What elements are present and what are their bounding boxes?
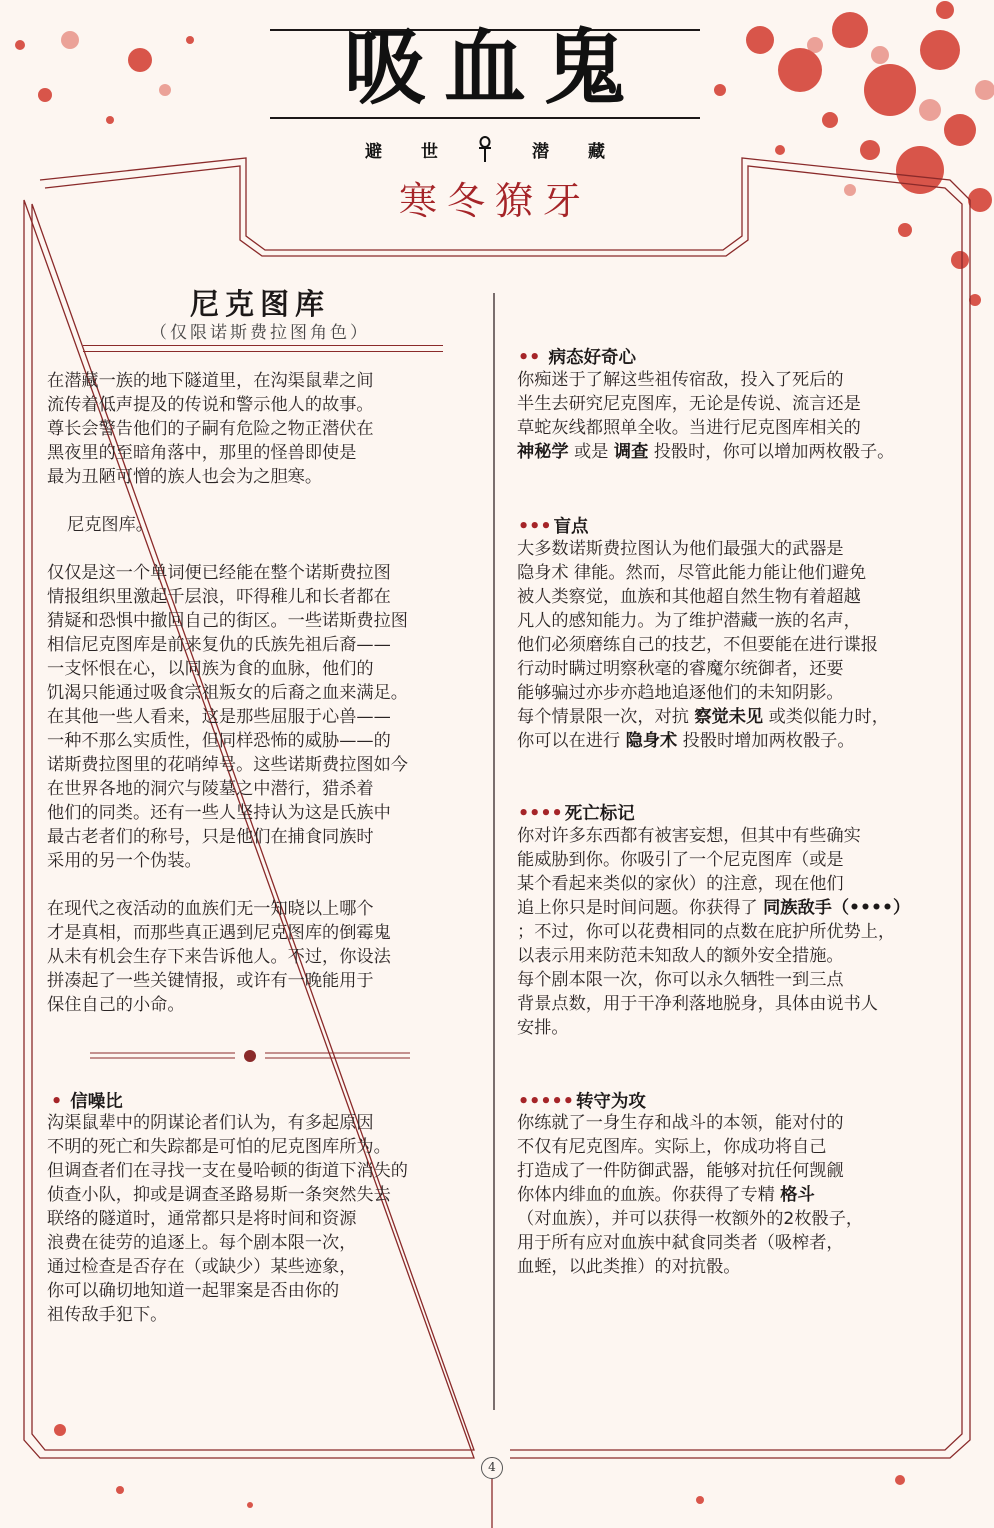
merit-dots: ••••• <box>518 1092 574 1112</box>
splatter-drop <box>746 26 774 54</box>
merit-name: 盲点 <box>553 517 589 537</box>
intro-paragraph: 尼克图库。 <box>67 515 153 535</box>
game-subtitle <box>365 136 605 162</box>
splatter-drop <box>106 116 114 124</box>
subtitle-word: 藏 <box>588 141 605 162</box>
splatter-drop <box>54 1424 66 1436</box>
splatter-drop <box>159 84 171 96</box>
splatter-drop <box>822 112 838 128</box>
splatter-drop <box>860 140 880 160</box>
merit-heading <box>51 1088 123 1113</box>
merit-name: 信噪比 <box>70 1092 123 1112</box>
splatter-drop <box>969 294 981 306</box>
section-restriction: （仅限诺斯费拉图角色） <box>150 323 370 343</box>
splatter-drop <box>920 30 960 70</box>
subtitle-word: 世 <box>421 141 438 162</box>
merit-dots: ••• <box>518 517 552 537</box>
flaw-enemy: 同族敌手（••••） <box>763 898 911 918</box>
title-divider <box>83 345 443 352</box>
splatter-drop <box>975 80 994 100</box>
merit-heading <box>518 800 635 825</box>
supplement-title: 寒冬獠牙 <box>398 179 591 223</box>
splatter-drop <box>778 48 822 92</box>
column-divider <box>493 293 495 1410</box>
splatter-drop <box>895 1475 905 1485</box>
game-title: 吸血鬼 <box>343 20 644 116</box>
splatter-drop <box>898 223 912 237</box>
skill-investigation: 调查 <box>613 442 649 462</box>
merit-description: 你练就了一身生存和战斗的本领，能对付的 不仅有尼克图库。实际上，你成功将自己 打造成了一件防御武器，能够对抗任何觊觎 你体内绯血的血族。你获得了专精 格斗 （对血族），并可以获得一枚额外的2枚骰子， 用于所有应对血族中弑食同类者（吸榨者， 血蛭，以此类推）的对抗骰。 <box>517 1113 864 1277</box>
splatter-drop <box>896 146 944 194</box>
splatter-drop <box>807 37 823 53</box>
power-sense-unseen: 察觉未见 <box>694 707 764 727</box>
intro-paragraph: 在潜藏一族的地下隧道里，在沟渠鼠辈之间 流传着低声提及的传说和警示他人的故事。 尊长会警告他们的子嗣有危险之物正潜伏在 黑夜里的至暗角落中，那里的怪兽即使是 最为丑陋可憎的族人也会为之胆寒。 <box>47 371 374 487</box>
merit-name: 病态好奇心 <box>548 348 636 368</box>
splatter-drop <box>844 184 856 196</box>
splatter-drop <box>832 12 868 48</box>
discipline-obfuscate: 隐身术 <box>625 731 678 751</box>
section-ornament <box>90 1048 410 1064</box>
merit-description: 大多数诺斯费拉图认为他们最强大的武器是 隐身术 律能。然而，尽管此能力能让他们避免 被人类察觉，血族和其他超自然生物有着超越 凡人的感知能力。为了维护潜藏一族的名声， 他们必须磨练自己的技艺，不但要能在进行谍报 行动时瞒过明察秋毫的睿魔尔统御者，还要 能够骗过亦步亦趋地追逐他们的未知阴影。 每个情景限一次，对抗 察觉未见 或类似能力时， 你可以在进行 隐身术 投骰时增加两枚骰子。 <box>517 539 889 751</box>
splatter-drop <box>38 88 52 102</box>
subtitle-word: 潜 <box>532 141 549 162</box>
merit-dots: •••• <box>518 804 563 824</box>
intro-paragraph: 仅仅是这一个单词便已经能在整个诺斯费拉图 情报组织里激起千层浪，吓得稚儿和长者都在 猜疑和恐惧中撤回自己的街区。一些诺斯费拉图 相信尼克图库是前来复仇的氏族先祖后裔—— 一支怀恨在心，以同族为食的血脉，他们的 饥渴只能通过吸食宗祖叛女的后裔之血来满足。 在其他一些人看来，这是那些屈服于心兽—— 一种不那么实质性，但同样恐怖的威胁——的 诺斯费拉图里的花哨绰号。这些诺斯费拉图如今 在世界各地的洞穴与陵墓之中潜行，猎杀着 他们的同类。还有一些人坚持认为这是氏族中 最古老者们的称号，只是他们在捕食同族时 采用的另一个伪装。 <box>47 563 408 871</box>
splatter-drop <box>714 84 726 96</box>
splatter-drop <box>186 36 194 44</box>
subtitle-word: 避 <box>365 141 382 162</box>
skill-occult: 神秘学 <box>517 442 569 462</box>
skill-brawl: 格斗 <box>780 1185 815 1205</box>
splatter-drop <box>936 1 954 19</box>
page-number: 4 <box>481 1457 503 1479</box>
merit-heading <box>518 344 636 369</box>
splatter-drop <box>775 145 785 155</box>
splatter-drop <box>864 64 916 116</box>
splatter-drop <box>919 99 941 121</box>
merit-description: 你痴迷于了解这些祖传宿敌，投入了死后的 半生去研究尼克图库，无论是传说、流言还是 草蛇灰线都照单全收。当进行尼克图库相关的 神秘学 或是 调查 投骰时，你可以增加两枚骰子。 <box>517 370 895 462</box>
merit-heading <box>518 1088 646 1113</box>
game-logo <box>270 20 700 162</box>
merit-dots: •• <box>518 348 541 368</box>
merit-name: 死亡标记 <box>564 804 635 824</box>
splatter-drop <box>944 114 976 146</box>
merit-name: 转守为攻 <box>575 1092 646 1112</box>
splatter-drop <box>968 188 992 212</box>
merit-dots: • <box>51 1092 63 1112</box>
splatter-drop <box>116 1486 124 1494</box>
ankh-icon <box>477 136 493 162</box>
splatter-drop <box>951 251 969 269</box>
splatter-drop <box>61 31 79 49</box>
splatter-drop <box>696 1496 704 1504</box>
splatter-drop <box>128 48 152 72</box>
splatter-drop <box>15 40 25 50</box>
merit-heading <box>518 513 589 538</box>
section-title: 尼克图库 <box>189 287 330 321</box>
splatter-drop <box>871 46 889 64</box>
splatter-drop <box>247 1502 253 1508</box>
merit-description: 沟渠鼠辈中的阴谋论者们认为，有多起原因 不明的死亡和失踪都是可怕的尼克图库所为。 但调查者们在寻找一支在曼哈顿的街道下消失的 侦查小队，抑或是调查圣路易斯一条突然失去 联络的隧道时，通常都只是将时间和资源 浪费在徒劳的追逐上。每个剧本限一次， 通过检查是否存在（或缺少）某些迹象， 你可以确切地知道一起罪案是否由你的 祖传敌手犯下。 <box>47 1113 408 1325</box>
merit-description: 你对许多东西都有被害妄想，但其中有些确实 能威胁到你。你吸引了一个尼克图库（或是 某个看起来类似的家伙）的注意，现在他们 追上你只是时间问题。你获得了 同族敌手（••••） ；不过，你可以花费相同的点数在庇护所优势上， 以表示用来防范未知敌人的额外安全措施。 每个剧本限一次，你可以永久牺牲一到三点 背景点数，用于干净利落地脱身，具体由说书人 安排。 <box>517 826 911 1038</box>
intro-paragraph: 在现代之夜活动的血族们无一知晓以上哪个 才是真相，而那些真正遇到尼克图库的倒霉鬼 从未有机会生存下来告诉他人。不过，你设法 拼凑起了一些关键情报，或许有一晚能用于 保住自己的小命。 <box>47 899 391 1015</box>
